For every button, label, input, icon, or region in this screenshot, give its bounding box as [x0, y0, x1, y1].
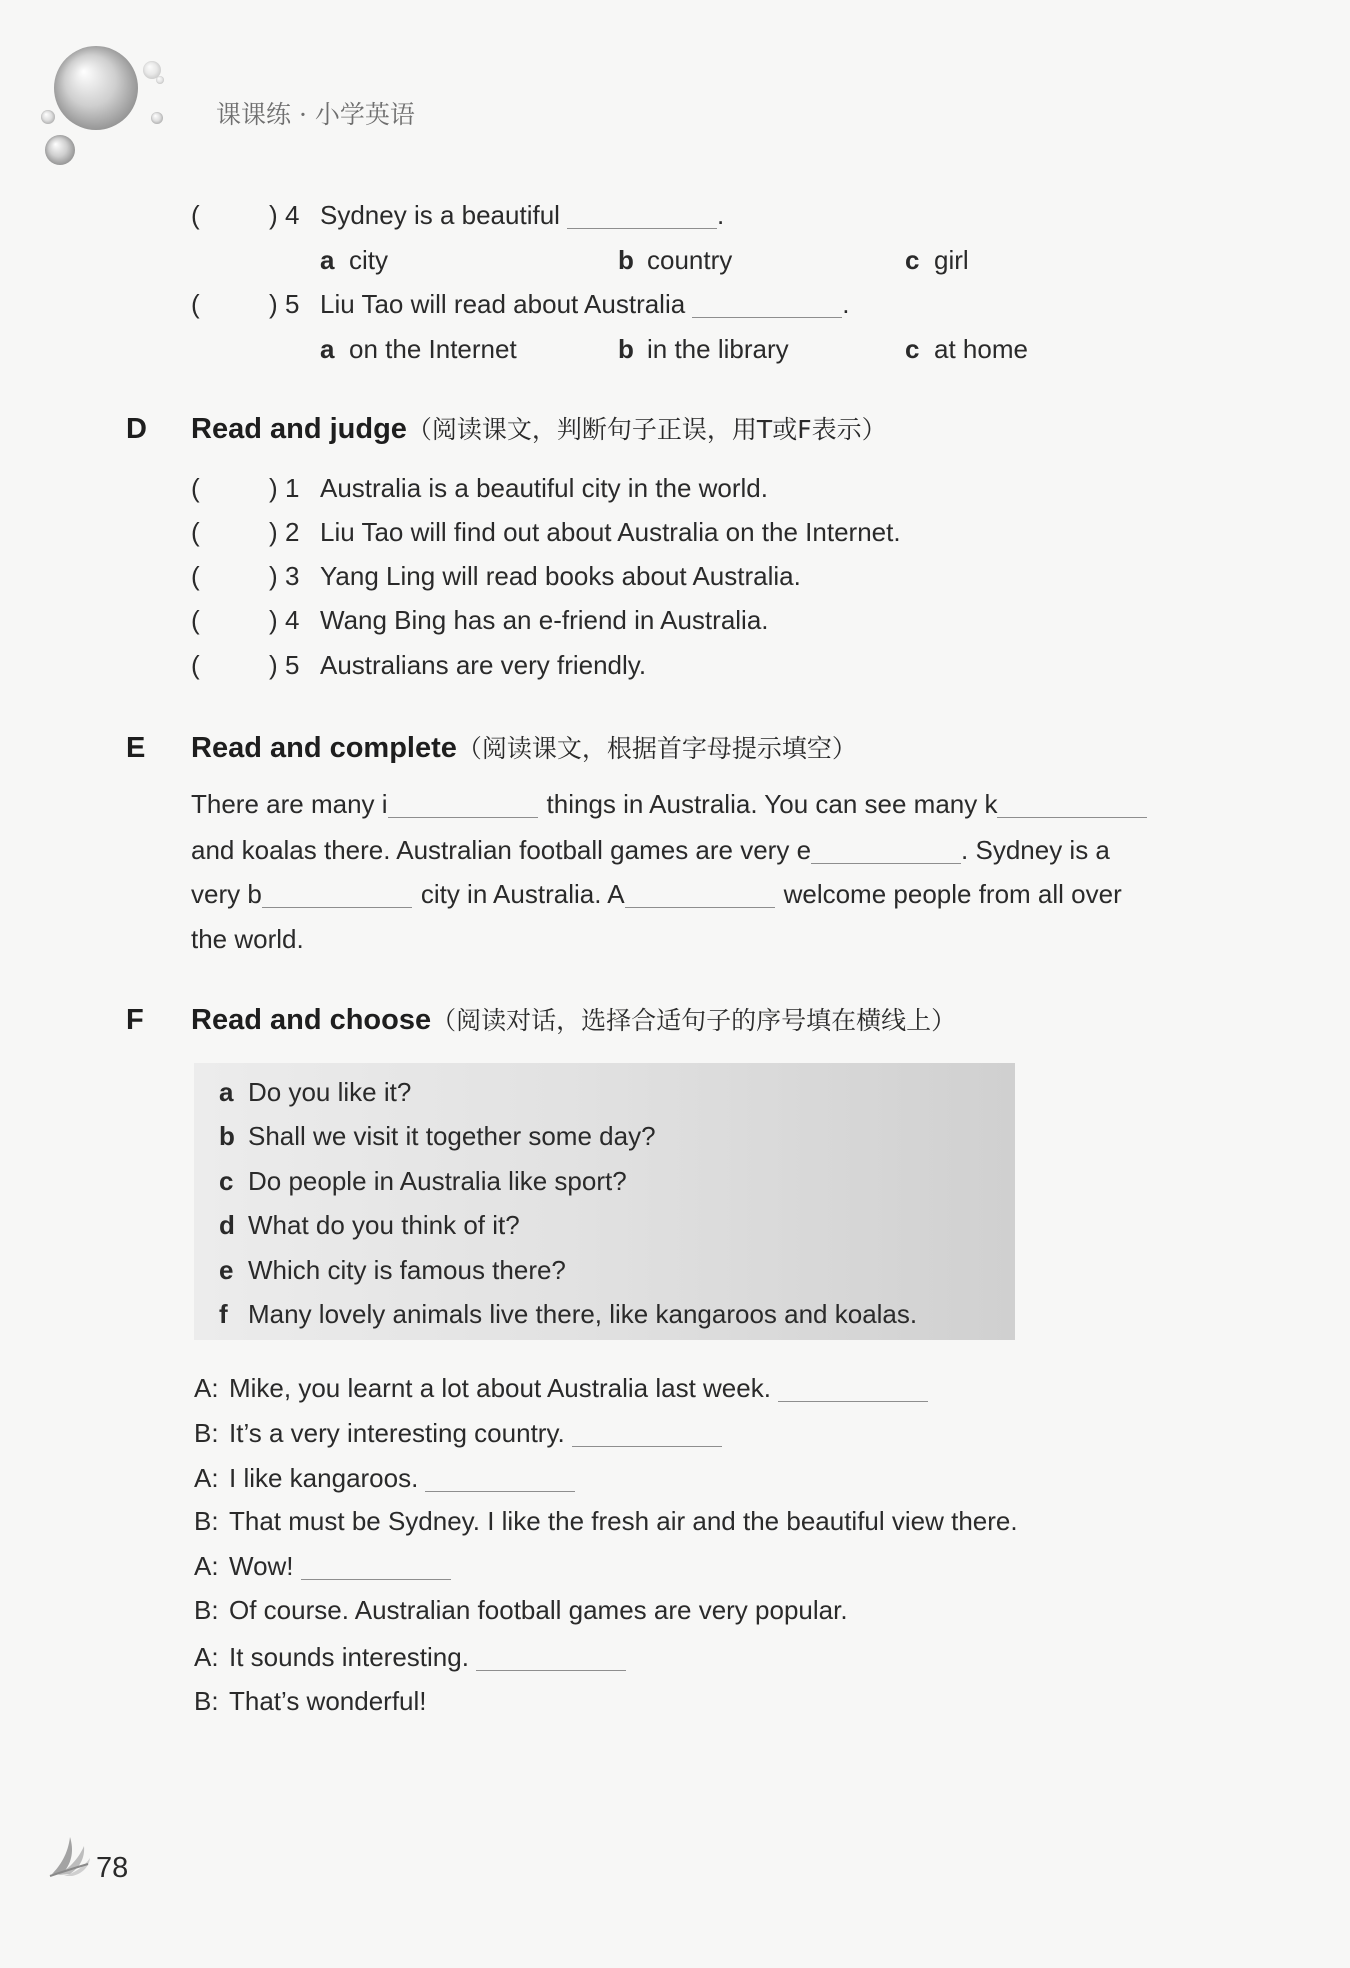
choice-item-b — [219, 1118, 656, 1154]
answer-blank — [476, 1646, 626, 1671]
option-letter: b — [618, 245, 634, 275]
option-letter: a — [320, 334, 335, 364]
bubble — [151, 112, 163, 124]
question-number: 5 — [285, 650, 300, 680]
answer-blank — [425, 1467, 575, 1492]
section-letter: E — [126, 732, 146, 764]
dialogue-line-8 — [194, 1683, 427, 1719]
section-d-heading — [126, 410, 887, 448]
answer-blank — [625, 883, 775, 908]
answer-blank — [572, 1422, 722, 1447]
answer-bracket-open: ( — [191, 605, 200, 635]
dialogue-text: I like kangaroos. — [229, 1463, 419, 1493]
bubbles-decoration — [0, 0, 200, 190]
section-instruction: （阅读对话，选择合适句子的序号填在横线上） — [431, 1006, 957, 1035]
option-text: country — [647, 245, 733, 275]
paragraph-text: things in Australia. You can see many k — [546, 789, 998, 819]
speaker-label: A: — [194, 1373, 219, 1403]
dialogue-text: It sounds interesting. — [229, 1642, 469, 1672]
dialogue-text: Of course. Australian football games are very popular. — [229, 1595, 848, 1625]
paragraph-line-3 — [191, 876, 1122, 912]
section-instruction: （阅读课文，判断句子正误，用T或F表示） — [406, 415, 887, 444]
section-e-heading — [126, 729, 857, 767]
question-number: 4 — [285, 605, 300, 635]
bubble — [54, 46, 138, 130]
choice-letter: b — [219, 1121, 235, 1151]
choice-text: Many lovely animals live there, like kangaroos and koalas. — [248, 1299, 918, 1329]
section-f-heading — [126, 1001, 956, 1039]
judge-item-5 — [191, 647, 646, 683]
statement-text: Australia is a beautiful city in the world. — [320, 473, 768, 503]
answer-bracket-close: ) — [269, 473, 278, 503]
question-c-4-options — [320, 242, 969, 278]
dialogue-text: It’s a very interesting country. — [229, 1418, 565, 1448]
speaker-label: B: — [194, 1686, 219, 1716]
bubble — [143, 61, 161, 79]
page-number: 78 — [96, 1852, 129, 1884]
paragraph-text: . Sydney is a — [961, 835, 1110, 865]
choice-letter: c — [219, 1166, 234, 1196]
choice-item-d — [219, 1207, 520, 1243]
section-title: Read and judge — [191, 413, 407, 445]
question-end-punctuation: . — [716, 200, 725, 230]
running-header-title: 课课练 · 小学英语 — [216, 100, 415, 129]
choice-item-a — [219, 1074, 411, 1110]
question-stem: Liu Tao will read about Australia — [320, 289, 686, 319]
answer-bracket-open: ( — [191, 650, 200, 680]
question-number: 1 — [285, 473, 300, 503]
paragraph-text: and koalas there. Australian football games are very e — [191, 835, 812, 865]
dialogue-text: Wow! — [229, 1551, 294, 1581]
question-number: 5 — [285, 289, 300, 319]
paragraph-text: welcome people from all over — [783, 879, 1122, 909]
option-a — [320, 242, 618, 278]
section-title: Read and choose — [191, 1004, 432, 1036]
paragraph-line-1 — [191, 786, 1147, 822]
option-letter: c — [905, 245, 920, 275]
question-stem: Sydney is a beautiful — [320, 200, 560, 230]
answer-blank — [778, 1377, 928, 1402]
paragraph-text: There are many i — [191, 789, 388, 819]
option-letter: b — [618, 334, 634, 364]
answer-bracket-close: ) — [269, 289, 278, 319]
answer-blank — [262, 883, 412, 908]
question-c-5 — [191, 286, 849, 322]
answer-bracket-close: ) — [269, 561, 278, 591]
section-letter: D — [126, 413, 147, 445]
section-letter: F — [126, 1004, 144, 1036]
choice-letter: e — [219, 1255, 234, 1285]
bubble — [45, 135, 75, 165]
option-text: city — [349, 245, 388, 275]
speaker-label: A: — [194, 1551, 219, 1581]
choice-text: Do people in Australia like sport? — [248, 1166, 627, 1196]
judge-item-4 — [191, 602, 769, 638]
question-number: 3 — [285, 561, 300, 591]
dialogue-line-4 — [194, 1503, 1018, 1539]
answer-bracket-close: ) — [269, 200, 278, 230]
answer-blank — [567, 204, 717, 229]
choice-text: Shall we visit it together some day? — [248, 1121, 656, 1151]
choice-text: Do you like it? — [248, 1077, 412, 1107]
speaker-label: B: — [194, 1418, 219, 1448]
answer-blank — [692, 293, 842, 318]
question-number: 2 — [285, 517, 300, 547]
choice-letter: a — [219, 1077, 234, 1107]
choice-item-f — [219, 1296, 917, 1332]
dialogue-line-2 — [194, 1415, 722, 1451]
answer-bracket-open: ( — [191, 200, 200, 230]
answer-blank — [301, 1555, 451, 1580]
answer-blank — [811, 839, 961, 864]
dialogue-line-3 — [194, 1460, 575, 1496]
choice-box — [194, 1063, 1015, 1340]
paragraph-line-2 — [191, 832, 1110, 868]
choice-text: What do you think of it? — [248, 1210, 520, 1240]
answer-bracket-open: ( — [191, 561, 200, 591]
dialogue-line-6 — [194, 1592, 848, 1628]
paragraph-line-4 — [191, 921, 304, 957]
choice-letter: d — [219, 1210, 235, 1240]
speaker-label: A: — [194, 1642, 219, 1672]
choice-text: Which city is famous there? — [248, 1255, 566, 1285]
dialogue-line-5 — [194, 1548, 451, 1584]
option-letter: c — [905, 334, 920, 364]
judge-item-2 — [191, 514, 901, 550]
answer-bracket-open: ( — [191, 473, 200, 503]
answer-bracket-close: ) — [269, 517, 278, 547]
option-text: in the library — [647, 334, 789, 364]
answer-bracket-close: ) — [269, 650, 278, 680]
question-c-5-options — [320, 331, 1028, 367]
choice-item-e — [219, 1252, 566, 1288]
judge-item-1 — [191, 470, 768, 506]
section-instruction: （阅读课文，根据首字母提示填空） — [456, 734, 857, 763]
paragraph-text: city in Australia. A — [420, 879, 625, 909]
bubble — [156, 76, 164, 84]
option-b — [618, 331, 905, 367]
statement-text: Yang Ling will read books about Australia. — [320, 561, 801, 591]
option-text: on the Internet — [349, 334, 517, 364]
option-text: girl — [934, 245, 969, 275]
dialogue-line-7 — [194, 1639, 626, 1675]
dialogue-text: That’s wonderful! — [229, 1686, 427, 1716]
question-end-punctuation: . — [842, 289, 850, 319]
question-number: 4 — [285, 200, 300, 230]
leaf-icon — [48, 1834, 94, 1878]
answer-bracket-close: ) — [269, 605, 278, 635]
option-b — [618, 242, 905, 278]
option-letter: a — [320, 245, 335, 275]
answer-bracket-open: ( — [191, 517, 200, 547]
statement-text: Liu Tao will find out about Australia on the Internet. — [320, 517, 901, 547]
speaker-label: B: — [194, 1506, 219, 1536]
answer-blank — [997, 793, 1147, 818]
option-c — [905, 242, 969, 278]
dialogue-text: Mike, you learnt a lot about Australia last week. — [229, 1373, 771, 1403]
option-c — [905, 331, 1028, 367]
judge-item-3 — [191, 558, 801, 594]
statement-text: Wang Bing has an e-friend in Australia. — [320, 605, 769, 635]
dialogue-text: That must be Sydney. I like the fresh air and the beautiful view there. — [229, 1506, 1018, 1536]
answer-blank — [388, 793, 538, 818]
question-c-4 — [191, 197, 724, 233]
dialogue-line-1 — [194, 1370, 928, 1406]
statement-text: Australians are very friendly. — [320, 650, 647, 680]
option-a — [320, 331, 618, 367]
speaker-label: B: — [194, 1595, 219, 1625]
section-title: Read and complete — [191, 732, 457, 764]
option-text: at home — [934, 334, 1028, 364]
speaker-label: A: — [194, 1463, 219, 1493]
bubble — [41, 110, 55, 124]
choice-item-c — [219, 1163, 627, 1199]
choice-letter: f — [219, 1299, 228, 1329]
paragraph-text: the world. — [191, 924, 304, 954]
answer-bracket-open: ( — [191, 289, 200, 319]
paragraph-text: very b — [191, 879, 262, 909]
